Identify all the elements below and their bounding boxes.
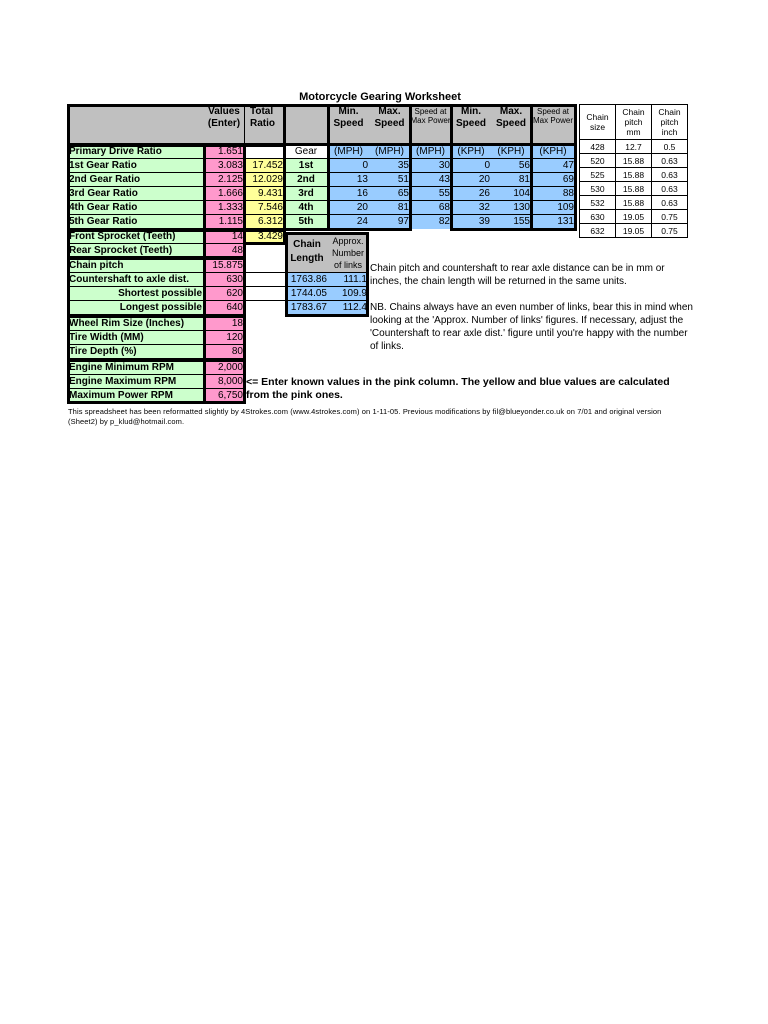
table-row xyxy=(580,224,688,238)
chain-inch-cell: 0.63 xyxy=(652,196,688,210)
gear-2-pwr-kph: 69 xyxy=(531,173,575,187)
gear-3-max-kph: 104 xyxy=(491,187,531,201)
approx-links-header: Approx. Number of links xyxy=(328,234,368,272)
header-speed-max-power-kph: Speed at Max Power xyxy=(531,107,575,145)
chain-inch-cell: 0.75 xyxy=(652,224,688,238)
header-gear-blank xyxy=(284,104,328,145)
gear-3-min-mph: 16 xyxy=(328,187,369,201)
max-power-rpm-label: Maximum Power RPM xyxy=(68,389,204,403)
links-longest: 112.4 xyxy=(328,301,368,315)
engine-min-rpm-value[interactable]: 2,000 xyxy=(204,361,244,375)
gear-2-total: 12.029 xyxy=(244,173,284,187)
gear-2-name: 2nd xyxy=(284,173,328,187)
rear-sprocket-value[interactable]: 48 xyxy=(204,244,244,258)
chain-pitch-label: Chain pitch xyxy=(68,259,204,273)
engine-max-rpm-label: Engine Maximum RPM xyxy=(68,375,204,389)
gear-4-label: 4th Gear Ratio xyxy=(68,201,204,215)
tire-width-value[interactable]: 120 xyxy=(204,331,244,345)
front-sprocket-value[interactable]: 14 xyxy=(204,230,244,244)
grid-line xyxy=(68,272,368,273)
gear-4-total: 7.546 xyxy=(244,201,284,215)
gear-5-value[interactable]: 1.115 xyxy=(204,215,244,229)
enter-values-note: <= Enter known values in the pink column. The yellow and blue values are calculated from the pink ones. xyxy=(246,376,670,401)
gear-2-label: 2nd Gear Ratio xyxy=(68,173,204,187)
gear-5-max-kph: 155 xyxy=(491,215,531,229)
grid-line xyxy=(531,104,532,229)
gear-3-value[interactable]: 1.666 xyxy=(204,187,244,201)
gear-3-name: 3rd xyxy=(284,187,328,201)
tire-depth-label: Tire Depth (%) xyxy=(68,345,204,359)
chain-mm-cell: 15.88 xyxy=(616,154,652,168)
gear-1-min-kph: 0 xyxy=(451,159,491,173)
chain-inch-cell: 0.63 xyxy=(652,154,688,168)
header-total-ratio: Total Ratio xyxy=(244,106,284,145)
gear-2-value[interactable]: 2.125 xyxy=(204,173,244,187)
header-speed-max-power-mph: Speed at Max Power xyxy=(410,107,451,145)
countershaft-dist-value[interactable]: 630 xyxy=(204,273,244,287)
chain-mm-cell: 15.88 xyxy=(616,196,652,210)
gear-4-min-mph: 20 xyxy=(328,201,369,215)
gear-3-max-mph: 65 xyxy=(369,187,410,201)
grid-line xyxy=(68,300,368,301)
sheet-title: Motorcycle Gearing Worksheet xyxy=(299,91,461,103)
gear-2-max-mph: 51 xyxy=(369,173,410,187)
gear-5-min-mph: 24 xyxy=(328,215,369,229)
chain-size-cell: 525 xyxy=(580,168,616,182)
engine-min-rpm-label: Engine Minimum RPM xyxy=(68,361,204,375)
grid-line xyxy=(68,374,244,375)
chain-size-cell: 428 xyxy=(580,140,616,154)
chain-mm-cell: 15.88 xyxy=(616,182,652,196)
gear-2-pwr-mph: 43 xyxy=(410,173,451,187)
grid-line xyxy=(68,214,575,215)
chain-table-header-inch: Chain pitch inch xyxy=(652,105,688,140)
chain-size-table xyxy=(579,104,688,238)
chain-length-header-line2: Length xyxy=(290,253,324,264)
rear-sprocket-label: Rear Sprocket (Teeth) xyxy=(68,244,204,258)
units-note: Chain pitch and countershaft to rear axle distance can be in mm or inches, the chain length will be returned in the same units. xyxy=(370,263,665,287)
chain-length-actual: 1763.86 xyxy=(286,273,328,287)
grid-line xyxy=(409,104,410,229)
gear-1-max-kph: 56 xyxy=(491,159,531,173)
table-row xyxy=(580,210,688,224)
gear-1-value[interactable]: 3.083 xyxy=(204,159,244,173)
gear-1-pwr-kph: 47 xyxy=(531,159,575,173)
grid-line xyxy=(68,200,575,201)
gear-4-name: 4th xyxy=(284,201,328,215)
tire-depth-value[interactable]: 80 xyxy=(204,345,244,359)
table-row xyxy=(580,196,688,210)
gear-5-min-kph: 39 xyxy=(451,215,491,229)
chain-size-cell: 520 xyxy=(580,154,616,168)
longest-possible-value[interactable]: 640 xyxy=(204,301,244,315)
gear-5-total: 6.312 xyxy=(244,215,284,229)
wheel-rim-label: Wheel Rim Size (Inches) xyxy=(68,317,204,331)
links-note: NB. Chains always have an even number of links, bear this in mind when looking at the 'Approx. Number of links' figures. If necessary, adjust the 'Countershaft to rear axle dist.' figure until you're happy with the number of links. xyxy=(370,302,693,352)
countershaft-dist-label: Countershaft to axle dist. xyxy=(68,273,204,287)
gear-4-value[interactable]: 1.333 xyxy=(204,201,244,215)
gear-3-min-kph: 26 xyxy=(451,187,491,201)
primary-drive-label: Primary Drive Ratio xyxy=(68,145,204,159)
chain-inch-cell: 0.63 xyxy=(652,182,688,196)
table-row xyxy=(580,154,688,168)
gear-5-max-mph: 97 xyxy=(369,215,410,229)
wheel-rim-value[interactable]: 18 xyxy=(204,317,244,331)
header-blank xyxy=(68,104,204,145)
units-mph-2: (MPH) xyxy=(369,145,410,159)
chain-length-shortest: 1744.05 xyxy=(286,287,328,301)
chain-size-cell: 532 xyxy=(580,196,616,210)
front-sprocket-label: Front Sprocket (Teeth) xyxy=(68,230,204,244)
gear-4-min-kph: 32 xyxy=(451,201,491,215)
gear-3-pwr-mph: 55 xyxy=(410,187,451,201)
units-kph-2: (KPH) xyxy=(491,145,531,159)
header-min-speed-kph: Min. Speed xyxy=(451,106,491,145)
tire-width-label: Tire Width (MM) xyxy=(68,331,204,345)
chain-inch-cell: 0.63 xyxy=(652,168,688,182)
chain-mm-cell: 15.88 xyxy=(616,168,652,182)
chain-size-cell: 630 xyxy=(580,210,616,224)
gear-5-pwr-kph: 131 xyxy=(531,215,575,229)
shortest-possible-value[interactable]: 620 xyxy=(204,287,244,301)
gear-5-pwr-mph: 82 xyxy=(410,215,451,229)
chain-inch-cell: 0.5 xyxy=(652,140,688,154)
units-kph-1: (KPH) xyxy=(451,145,491,159)
table-row xyxy=(580,140,688,154)
header-values: Values (Enter) xyxy=(204,106,244,145)
primary-drive-value[interactable]: 1.651 xyxy=(204,145,244,159)
grid-line xyxy=(68,158,575,159)
engine-max-rpm-value[interactable]: 8,000 xyxy=(204,375,244,389)
gear-4-max-kph: 130 xyxy=(491,201,531,215)
chain-length-header xyxy=(286,234,328,272)
chain-size-cell: 530 xyxy=(580,182,616,196)
chain-size-cell: 632 xyxy=(580,224,616,238)
gear-2-min-mph: 13 xyxy=(328,173,369,187)
header-min-speed-mph: Min. Speed xyxy=(328,106,369,145)
final-drive-ratio: 3.429 xyxy=(244,230,284,244)
units-mph-3: (MPH) xyxy=(410,145,451,159)
header-max-speed-kph: Max. Speed xyxy=(491,106,531,145)
grid-line xyxy=(68,388,244,389)
gear-1-pwr-mph: 30 xyxy=(410,159,451,173)
table-row xyxy=(580,182,688,196)
chain-mm-cell: 12.7 xyxy=(616,140,652,154)
gear-1-max-mph: 35 xyxy=(369,159,410,173)
gear-2-min-kph: 20 xyxy=(451,173,491,187)
shortest-possible-label: Shortest possible xyxy=(68,287,204,301)
gear-1-name: 1st xyxy=(284,159,328,173)
gear-2-max-kph: 81 xyxy=(491,173,531,187)
grid-line xyxy=(68,286,368,287)
gear-3-label: 3rd Gear Ratio xyxy=(68,187,204,201)
table-row xyxy=(580,168,688,182)
primary-total-blank xyxy=(244,145,284,159)
gear-1-total: 17.452 xyxy=(244,159,284,173)
gear-1-label: 1st Gear Ratio xyxy=(68,159,204,173)
units-mph-1: (MPH) xyxy=(328,145,369,159)
grid-line xyxy=(68,186,575,187)
gear-3-total: 9.431 xyxy=(244,187,284,201)
chain-table-header-mm: Chain pitch mm xyxy=(616,105,652,140)
max-power-rpm-value[interactable]: 6,750 xyxy=(204,389,244,403)
longest-possible-label: Longest possible xyxy=(68,301,204,315)
grid-line xyxy=(68,243,244,244)
chain-mm-cell: 19.05 xyxy=(616,224,652,238)
grid-line xyxy=(244,104,245,229)
chain-length-longest: 1783.67 xyxy=(286,301,328,315)
units-kph-3: (KPH) xyxy=(531,145,575,159)
chain-table-header-size: Chain size xyxy=(580,105,616,140)
gear-5-label: 5th Gear Ratio xyxy=(68,215,204,229)
links-actual: 111.1 xyxy=(328,273,368,287)
gear-5-name: 5th xyxy=(284,215,328,229)
units-gear: Gear xyxy=(284,145,328,159)
credit-note: This spreadsheet has been reformatted slightly by 4Strokes.com (www.4strokes.com) on 1-11-05. Previous modifications by fil@blueyonder.co.uk on 7/01 and original version (Sheet2) by p_klud@hotmail.com. xyxy=(68,407,662,426)
header-max-speed-mph: Max. Speed xyxy=(369,106,410,145)
chain-inch-cell: 0.75 xyxy=(652,210,688,224)
gear-3-pwr-kph: 88 xyxy=(531,187,575,201)
chain-mm-cell: 19.05 xyxy=(616,210,652,224)
grid-line xyxy=(68,344,244,345)
gear-4-pwr-mph: 68 xyxy=(410,201,451,215)
chain-pitch-value[interactable]: 15.875 xyxy=(204,259,244,273)
links-shortest: 109.9 xyxy=(328,287,368,301)
gear-4-pwr-kph: 109 xyxy=(531,201,575,215)
grid-line xyxy=(68,330,244,331)
chain-length-header-line1: Chain xyxy=(293,239,321,250)
gear-1-min-mph: 0 xyxy=(328,159,369,173)
gear-4-max-mph: 81 xyxy=(369,201,410,215)
grid-line xyxy=(68,172,575,173)
